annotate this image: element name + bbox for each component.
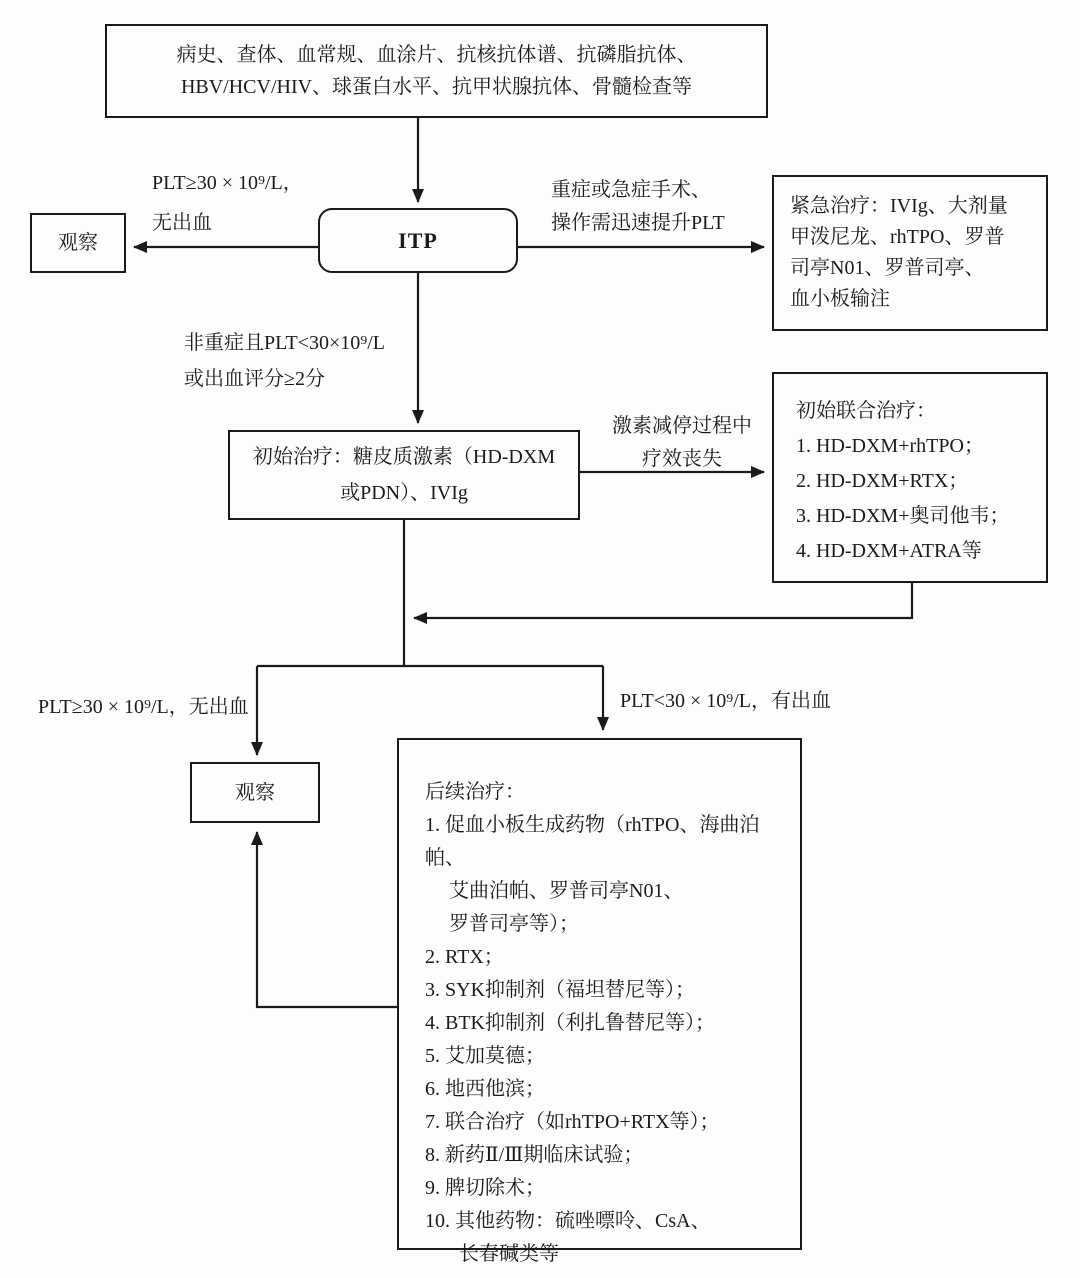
observe-node-2 (190, 762, 320, 823)
emergency-line: 紧急治疗：IVIg、大剂量 (790, 195, 1008, 217)
workup-line: 病史、查体、血常规、血涂片、抗核抗体谱、抗磷脂抗体、 (176, 44, 697, 66)
subsequent-line: 6. 地西他滨； (425, 1078, 545, 1100)
initial-combo-box (772, 372, 1048, 583)
initial-line: 初始治疗：糖皮质激素（HD-DXM (252, 446, 556, 468)
combo-line: 1. HD-DXM+rhTPO； (796, 435, 984, 457)
label-line: 无出血 (152, 212, 212, 234)
subsequent-line: 后续治疗： (425, 781, 525, 803)
edge-subsequent-to-observe2 (257, 832, 397, 1007)
observe-node-1 (30, 213, 126, 273)
workup-box (105, 24, 768, 118)
subsequent-line: 8. 新药Ⅱ/Ⅲ期临床试验； (425, 1144, 644, 1166)
subsequent-line: 罗普司亭等）； (449, 913, 579, 935)
label-line: 激素减停过程中 (612, 415, 752, 437)
initial-treatment-box (228, 430, 580, 520)
label-plt-lt30-bleeding: PLT<30 × 10⁹/L，有出血 (620, 690, 832, 712)
label-line: 非重症且PLT<30×10⁹/L (184, 332, 386, 354)
combo-line: 2. HD-DXM+RTX； (796, 470, 969, 492)
subsequent-line: 长春碱类等 (459, 1243, 559, 1265)
subsequent-treatment-box (397, 738, 802, 1265)
subsequent-line: 1. 促血小板生成药物（rhTPO、海曲泊帕、 (425, 814, 760, 869)
subsequent-line: 2. RTX； (425, 946, 504, 968)
observe-label: 观察 (235, 781, 275, 804)
emergency-line: 血小板输注 (790, 288, 890, 310)
label-line: 疗效丧失 (642, 448, 722, 470)
workup-line: HBV/HCV/HIV、球蛋白水平、抗甲状腺抗体、骨髓检查等 (180, 76, 693, 98)
label-line: 重症或急症手术、 (551, 179, 711, 201)
subsequent-line: 3. SYK抑制剂（福坦替尼等）； (425, 979, 696, 1001)
label-severe-or-urgent-surgery (551, 174, 725, 240)
initial-line: 或PDN）、IVIg (340, 482, 468, 504)
emergency-treatment-box (772, 175, 1048, 331)
subsequent-line: 4. BTK抑制剂（利扎鲁替尼等）； (425, 1012, 715, 1034)
emergency-line: 甲泼尼龙、rhTPO、罗普 (790, 226, 1005, 248)
label-line: 或出血评分≥2分 (184, 368, 325, 390)
emergency-line: 司亭N01、罗普司亭、 (790, 257, 985, 279)
subsequent-line: 9. 脾切除术； (425, 1177, 545, 1199)
observe-label: 观察 (58, 232, 98, 254)
label-line: PLT≥30 × 10⁹/L， (152, 172, 303, 194)
subsequent-line: 5. 艾加莫德； (425, 1045, 545, 1067)
combo-line: 初始联合治疗： (796, 400, 936, 422)
edge-combo-to-mainline (414, 583, 912, 618)
label-plt-ge30-no-bleed-top (152, 163, 303, 243)
subsequent-line: 7. 联合治疗（如rhTPO+RTX等）； (425, 1111, 720, 1133)
label-hormone-taper-loss (593, 410, 771, 476)
combo-line: 4. HD-DXM+ATRA等 (796, 540, 982, 562)
combo-line: 3. HD-DXM+奥司他韦； (796, 505, 1010, 527)
label-line: 操作需迅速提升PLT (551, 212, 725, 234)
label-plt-ge30-no-bleed-bottom: PLT≥30 × 10⁹/L，无出血 (38, 696, 249, 718)
label-nonsevere-plt-lt30 (184, 325, 385, 397)
itp-label: ITP (398, 227, 438, 253)
subsequent-line: 艾曲泊帕、罗普司亭N01、 (449, 880, 684, 902)
itp-node (318, 208, 518, 273)
subsequent-line: 10. 其他药物：硫唑嘌呤、CsA、 (425, 1210, 711, 1232)
